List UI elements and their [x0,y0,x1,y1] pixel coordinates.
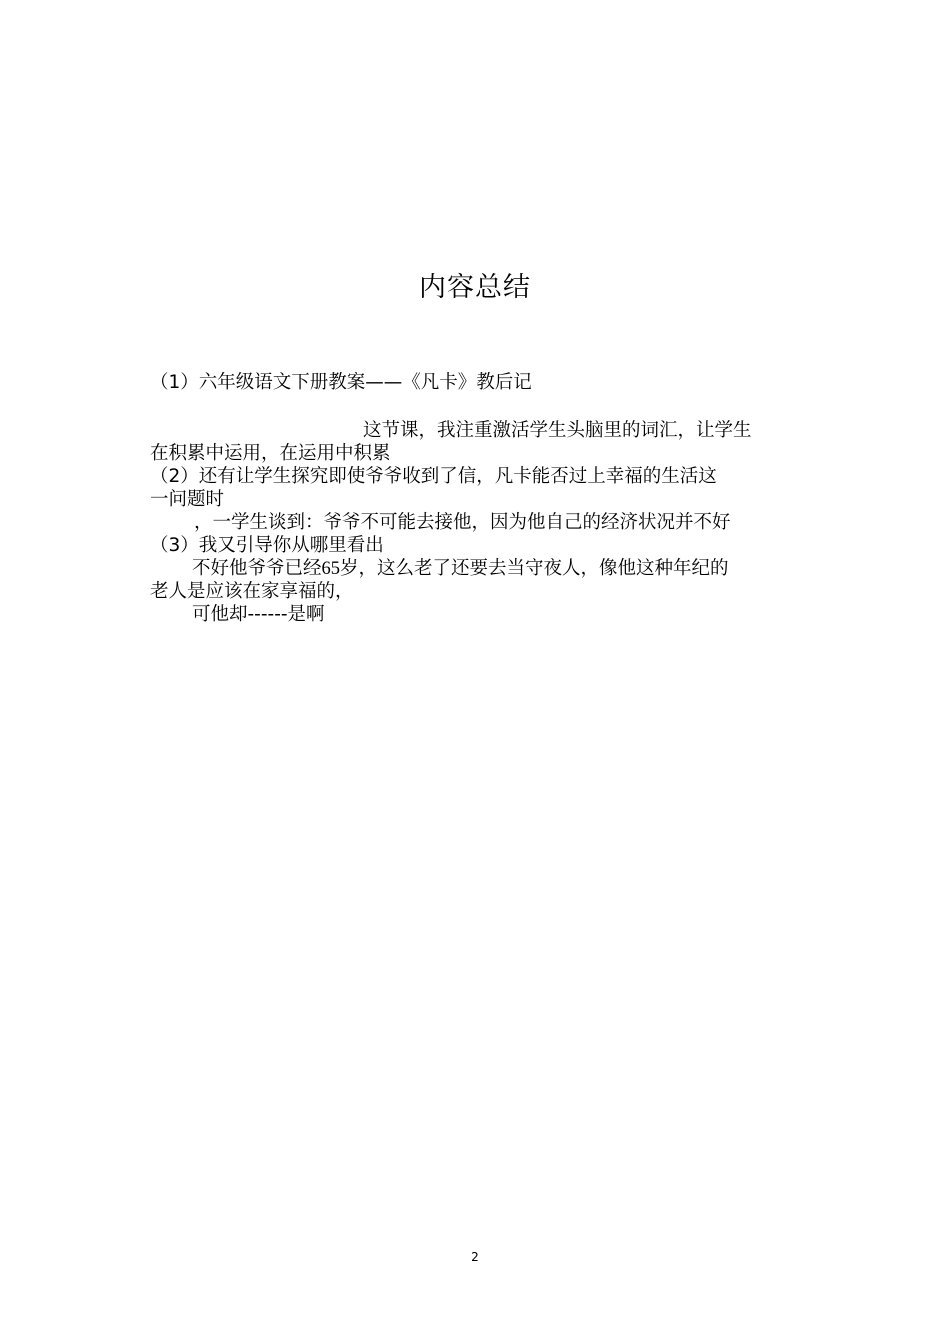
paragraph-line: （2）还有让学生探究即使爷爷收到了信，凡卡能否过上幸福的生活这 [150,466,717,487]
section-heading-1 [150,371,810,394]
paragraph-line: ，一学生谈到：爷爷不可能去接他，因为他自己的经济状况并不好 [194,512,731,533]
paragraph-line [150,557,810,580]
paragraph-line: 一问题时 [150,489,225,510]
paragraph-line: 在积累中运用，在运用中积累 [150,443,391,464]
paragraph-line: 可他却------是啊 [192,604,325,625]
page-number: 2 [471,1250,479,1264]
heading-line: （1）六年级语文下册教案——《凡卡》教后记 [150,372,532,393]
paragraph-line: 这节课，我注重激活学生头脑里的词汇，让学生 [363,420,752,441]
paragraph-line: 老人是应该在家享福的， [150,581,354,602]
text-segment: 岁，这么老了还要去当守夜人，像他这种年纪的 [340,558,729,579]
age-number: 65 [321,559,341,579]
paragraph-line: （3）我又引导你从哪里看出 [150,535,384,556]
text-segment: 不好他爷爷已经 [192,558,322,579]
page-title: 内容总结 [419,272,531,303]
paragraph-1 [150,419,810,626]
